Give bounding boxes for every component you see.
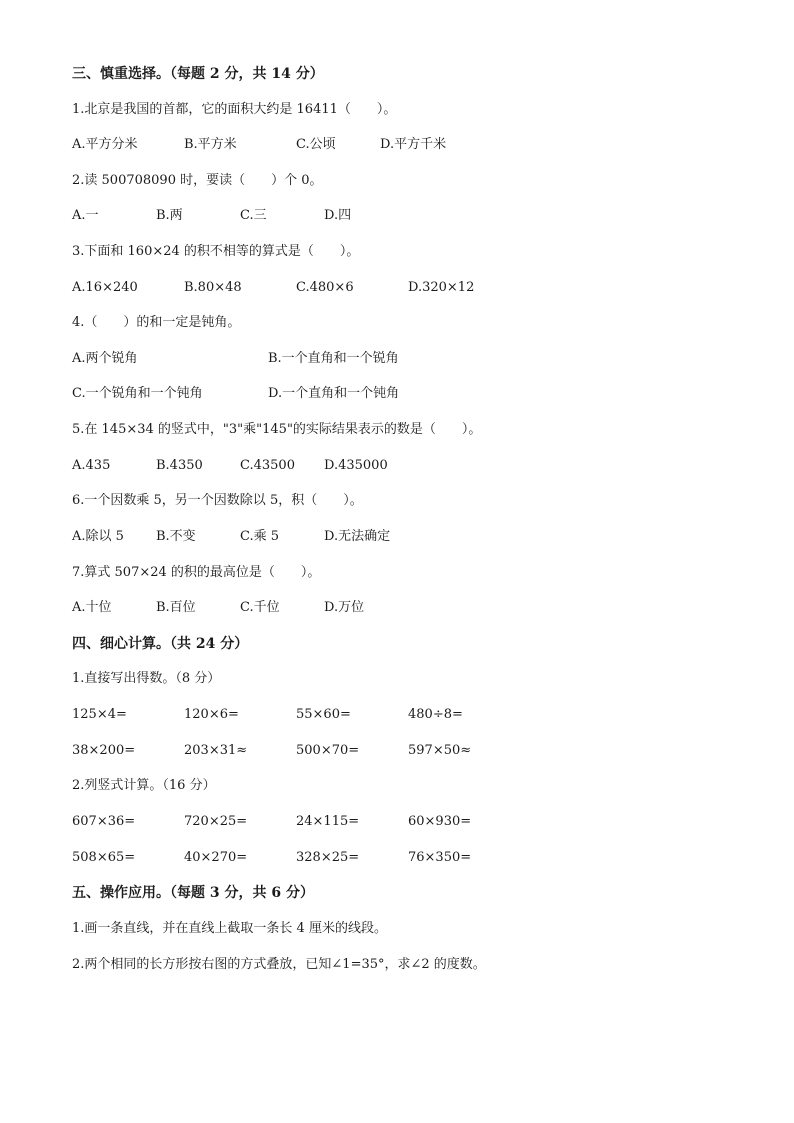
q4-option-c: C.一个锐角和一个钝角: [72, 386, 203, 401]
q1-option-c: C.公顷: [296, 137, 336, 152]
q7-option-d: D.万位: [324, 600, 365, 615]
question-2: 2.读 500708090 时，要读（ ）个 0。: [72, 173, 323, 188]
question-7: 7.算式 507×24 的积的最高位是（ ）。: [72, 565, 321, 580]
calc-question-2: 2.列竖式计算。（16 分）: [72, 778, 216, 793]
q6-option-a: A.除以 5: [72, 529, 124, 544]
q5-option-c: C.43500: [240, 458, 295, 473]
question-4: 4.（ ）的和一定是钝角。: [72, 315, 241, 330]
vertical-calc-item: 720×25=: [184, 814, 248, 829]
vertical-calc-item: 76×350=: [408, 850, 472, 865]
q1-option-d: D.平方千米: [380, 137, 447, 152]
q2-option-a: A.一: [72, 208, 99, 223]
q1-option-b: B.平方米: [184, 137, 237, 152]
calc-item: 125×4=: [72, 707, 127, 722]
vertical-calc-item: 328×25=: [296, 850, 360, 865]
q2-option-d: D.四: [324, 208, 352, 223]
question-3: 3.下面和 160×24 的积不相等的算式是（ ）。: [72, 244, 360, 259]
operation-question-2: 2.两个相同的长方形按右图的方式叠放，已知∠1=35°，求∠2 的度数。: [72, 957, 486, 972]
q7-option-c: C.千位: [240, 600, 280, 615]
vertical-calc-item: 40×270=: [184, 850, 248, 865]
q7-option-b: B.百位: [156, 600, 196, 615]
section-5-heading: 五、操作应用。（每题 3 分，共 6 分）: [72, 885, 314, 901]
q2-option-c: C.三: [240, 208, 267, 223]
question-6: 6.一个因数乘 5，另一个因数除以 5，积（ ）。: [72, 493, 363, 508]
calc-item: 55×60=: [296, 707, 351, 722]
vertical-calc-item: 60×930=: [408, 814, 472, 829]
q3-option-d: D.320×12: [408, 280, 475, 295]
calc-item: 120×6=: [184, 707, 239, 722]
vertical-calc-item: 607×36=: [72, 814, 136, 829]
calc-item: 480÷8=: [408, 707, 463, 722]
q7-option-a: A.十位: [72, 600, 112, 615]
q4-option-a: A.两个锐角: [72, 351, 138, 366]
q5-option-b: B.4350: [156, 458, 203, 473]
section-3-heading: 三、慎重选择。（每题 2 分，共 14 分）: [72, 66, 324, 82]
q5-option-d: D.435000: [324, 458, 388, 473]
q6-option-d: D.无法确定: [324, 529, 391, 544]
operation-question-1: 1.画一条直线，并在直线上截取一条长 4 厘米的线段。: [72, 921, 387, 936]
vertical-calc-item: 508×65=: [72, 850, 136, 865]
calc-item: 203×31≈: [184, 743, 248, 758]
q5-option-a: A.435: [72, 458, 111, 473]
q4-option-d: D.一个直角和一个钝角: [268, 386, 400, 401]
q4-option-b: B.一个直角和一个锐角: [268, 351, 399, 366]
q6-option-b: B.不变: [156, 529, 196, 544]
q3-option-a: A.16×240: [72, 280, 138, 295]
q3-option-b: B.80×48: [184, 280, 242, 295]
calc-item: 500×70=: [296, 743, 360, 758]
vertical-calc-item: 24×115=: [296, 814, 360, 829]
calc-item: 38×200=: [72, 743, 136, 758]
q1-option-a: A.平方分米: [72, 137, 138, 152]
calc-item: 597×50≈: [408, 743, 472, 758]
question-5: 5.在 145×34 的竖式中，"3"乘"145"的实际结果表示的数是（ ）。: [72, 422, 482, 437]
q6-option-c: C.乘 5: [240, 529, 280, 544]
q2-option-b: B.两: [156, 208, 183, 223]
calc-question-1: 1.直接写出得数。（8 分）: [72, 671, 221, 686]
question-1: 1.北京是我国的首都，它的面积大约是 16411（ ）。: [72, 102, 397, 117]
q3-option-c: C.480×6: [296, 280, 354, 295]
section-4-heading: 四、细心计算。（共 24 分）: [72, 636, 249, 652]
